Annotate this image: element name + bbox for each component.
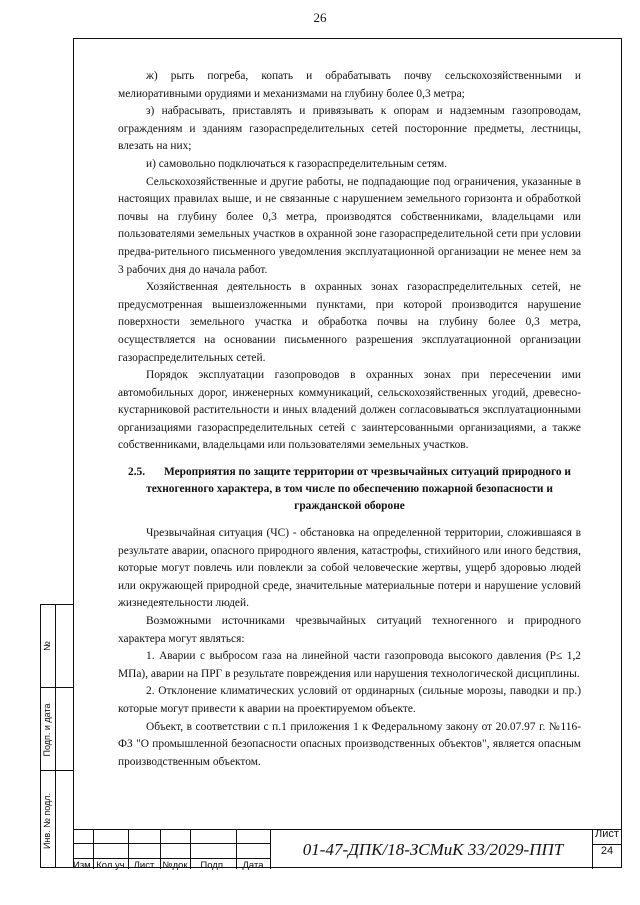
header-list: Лист: [133, 860, 155, 871]
paragraph: и) самовольно подключаться к газораспределительным сетям.: [146, 157, 448, 170]
header-kol-uch: Кол.уч: [96, 860, 125, 871]
title-block: [73, 829, 622, 869]
sheet-number: 24: [600, 845, 614, 857]
paragraph: ж) рыть погреба, копать и обрабатывать почву сельскохозяйственными и мелиоративными орудиями и механизмами на глубину более 0,3 метра;: [118, 70, 581, 100]
side-stamp: [40, 604, 73, 868]
section-title: Мероприятия по защите территории от чрезвычайных ситуаций природного и техногенного характера, в том числе по обеспечению пожарной безопасности и гражданской обороне: [146, 466, 571, 513]
header-sign: Подп.: [200, 860, 226, 871]
header-date: Дата: [242, 860, 264, 871]
paragraph: Чрезвычайная ситуация (ЧС) - обстановка на определенной территории, сложившаяся в результате аварии, опасного природного явления, катастрофы, стихийного или иного бедствия, которые могут повлечь или повлекли за собой человеческие жертвы, ущерб здоровью людей или окружающей природной среде, значительные материальные потери и нарушение условий жизнедеятельности людей.: [118, 527, 581, 610]
sign-date-label: Подп. и дата: [42, 703, 52, 757]
paragraph: 1. Аварии с выбросом газа на линейной части газопровода высокого давления (Р≤ 1,2 МПа), аварии на ПРГ в результате повреждения или нарушения технологической дисциплины.: [118, 650, 581, 680]
header-izm: Изм.: [73, 860, 94, 871]
section-heading: [118, 464, 581, 515]
paragraph: Порядок эксплуатации газопроводов в охранных зонах при пересечении ими автомобильных дорог, инженерных коммуникаций, сельскохозяйственных угодий, древесно-кустарниковой растительности и иных владений должен согласовываться эксплуатационными организациями газораспределительных сетей с заинтерсованными организациями, а также собственниками, владельцами или пользователями земельных участков.: [118, 369, 581, 452]
header-num-doc: №док: [162, 860, 188, 871]
paragraph: Хозяйственная деятельность в охранных зонах газораспределительных сетей, не предусмотренная вышеизложенными пунктами, при которой производится нарушение поверхности земельного участка и обработка почвы на глубину более 0,3 метра, осуществляется на основании письменного разрешения эксплуатационной организации газораспределительных сетей.: [118, 281, 581, 364]
sheet-label: Лист: [595, 828, 619, 840]
paragraph: Возможными источниками чрезвычайных ситуаций техногенного и природного характера могут являться:: [118, 615, 581, 645]
page-number: 26: [313, 10, 327, 25]
paragraph: Сельскохозяйственные и другие работы, не подпадающие под ограничения, указанные в настоящих правилах выше, и не связанные с нарушением земельного горизонта и обработкой почвы на глубину более 0,3 метра, производятся собственниками, владельцами или пользователями земельных участков в охранной зоне газораспределительной сети при условии предва-рительного письменного уведомления эксплуатационной организации не менее нем за 3 рабочих дня до начала работ.: [118, 175, 581, 276]
paragraph: Объект, в соответствии с п.1 приложения 1 к Федеральному закону от 20.07.97 г. №116-ФЗ "О промышленной безопасности опасных производственных объектов", является опасным производственным объектом.: [118, 720, 581, 768]
num-label: №: [42, 641, 52, 651]
document-code: 01-47-ДПК/18-ЗСМиК 33/2029-ППТ: [302, 840, 564, 859]
section-number: 2.5.: [128, 466, 146, 479]
paragraph: з) набрасывать, приставлять и привязывать к опорам и надземным газопроводам, ограждениям и зданиям газораспределительных сетей посторонние предметы, лестницы, влезать на них;: [118, 105, 581, 153]
paragraph: 2. Отклонение климатических условий от ординарных (сильные морозы, паводки и пр.) которые могут привести к аварии на проектируемом объекте.: [118, 685, 581, 715]
document-body: [118, 68, 581, 771]
inv-num-label: Инв. № подл.: [42, 792, 52, 850]
